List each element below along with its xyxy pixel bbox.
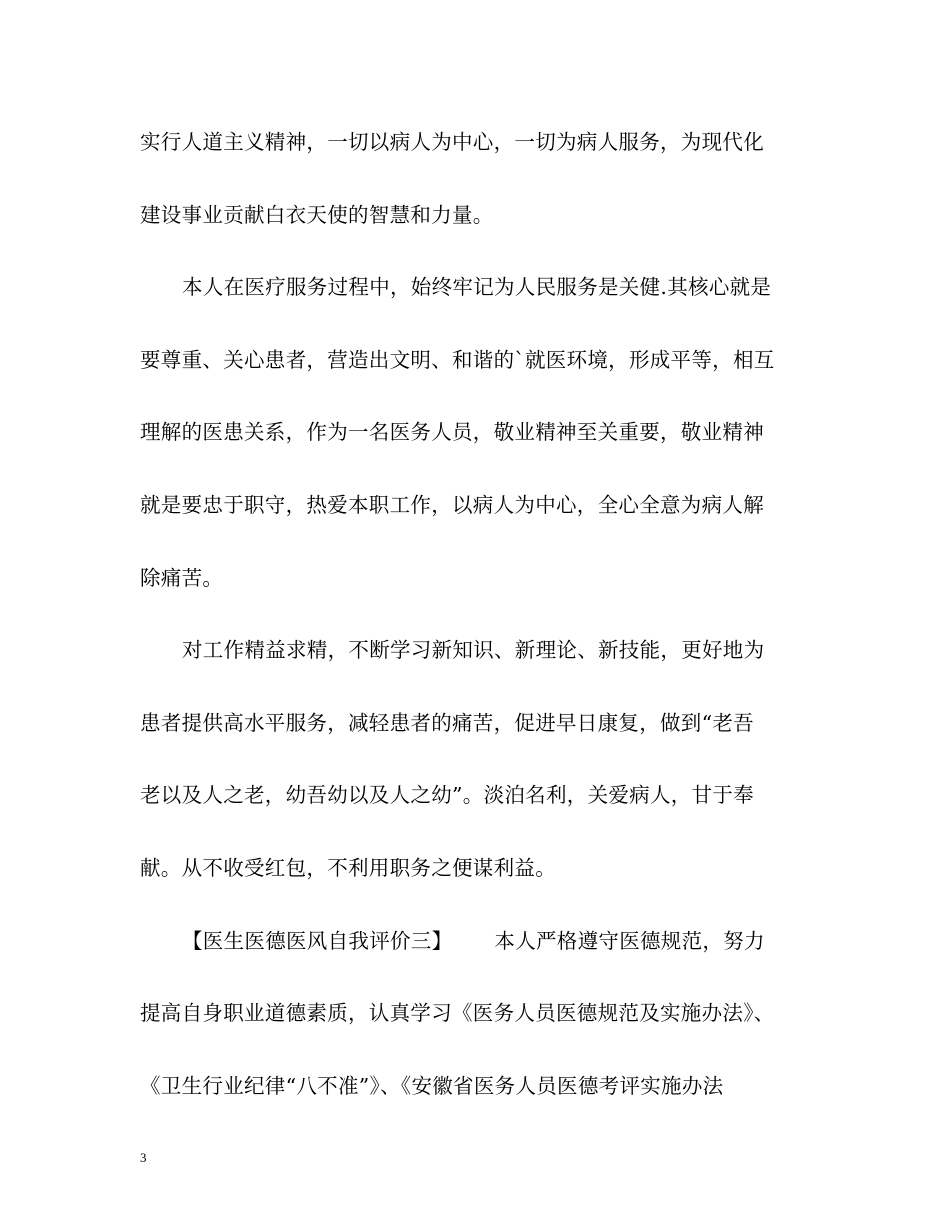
page-number: 3	[140, 1150, 147, 1165]
text-line: 理解的医患关系，作为一名医务人员，敬业精神至关重要，敬业精神	[140, 420, 764, 445]
text-line: 建设事业贡献白衣天使的智慧和力量。	[140, 202, 494, 227]
text-line: 除痛苦。	[140, 565, 224, 590]
section-heading-line	[140, 921, 812, 994]
text-line: 提高自身职业道德素质，认真学习《医务人员医德规范及实施办法》、	[140, 1001, 775, 1026]
text-line: 《卫生行业纪律“八不准”》、《安徽省医务人员医德考评实施办法	[140, 1073, 724, 1098]
text-line: 就是要忠于职守，热爱本职工作，以病人为中心，全心全意为病人解	[140, 492, 764, 517]
document-body	[140, 122, 812, 1138]
text-line: 患者提供高水平服务，减轻患者的痛苦，促进早日康复，做到“老吾	[140, 710, 754, 735]
text-line: 要尊重、关心患者，营造出文明、和谐的`就医环境，形成平等，相互	[140, 347, 775, 372]
section-heading-text: 本人严格遵守医德规范，努力	[494, 928, 765, 953]
text-line: 老以及人之老，幼吾幼以及人之幼”。淡泊名利，关爱病人，甘于奉	[140, 783, 754, 808]
text-line: 献。从不收受红包，不利用职务之便谋利益。	[140, 855, 556, 880]
paragraph-start-line: 对工作精益求精，不断学习新知识、新理论、新技能，更好地为	[182, 638, 765, 663]
paragraph-start-line: 本人在医疗服务过程中，始终牢记为人民服务是关健.其核心就是	[182, 275, 772, 300]
section-heading: 【医生医德医风自我评价三】	[182, 928, 453, 953]
text-line: 实行人道主义精神，一切以病人为中心，一切为病人服务，为现代化	[140, 130, 764, 154]
